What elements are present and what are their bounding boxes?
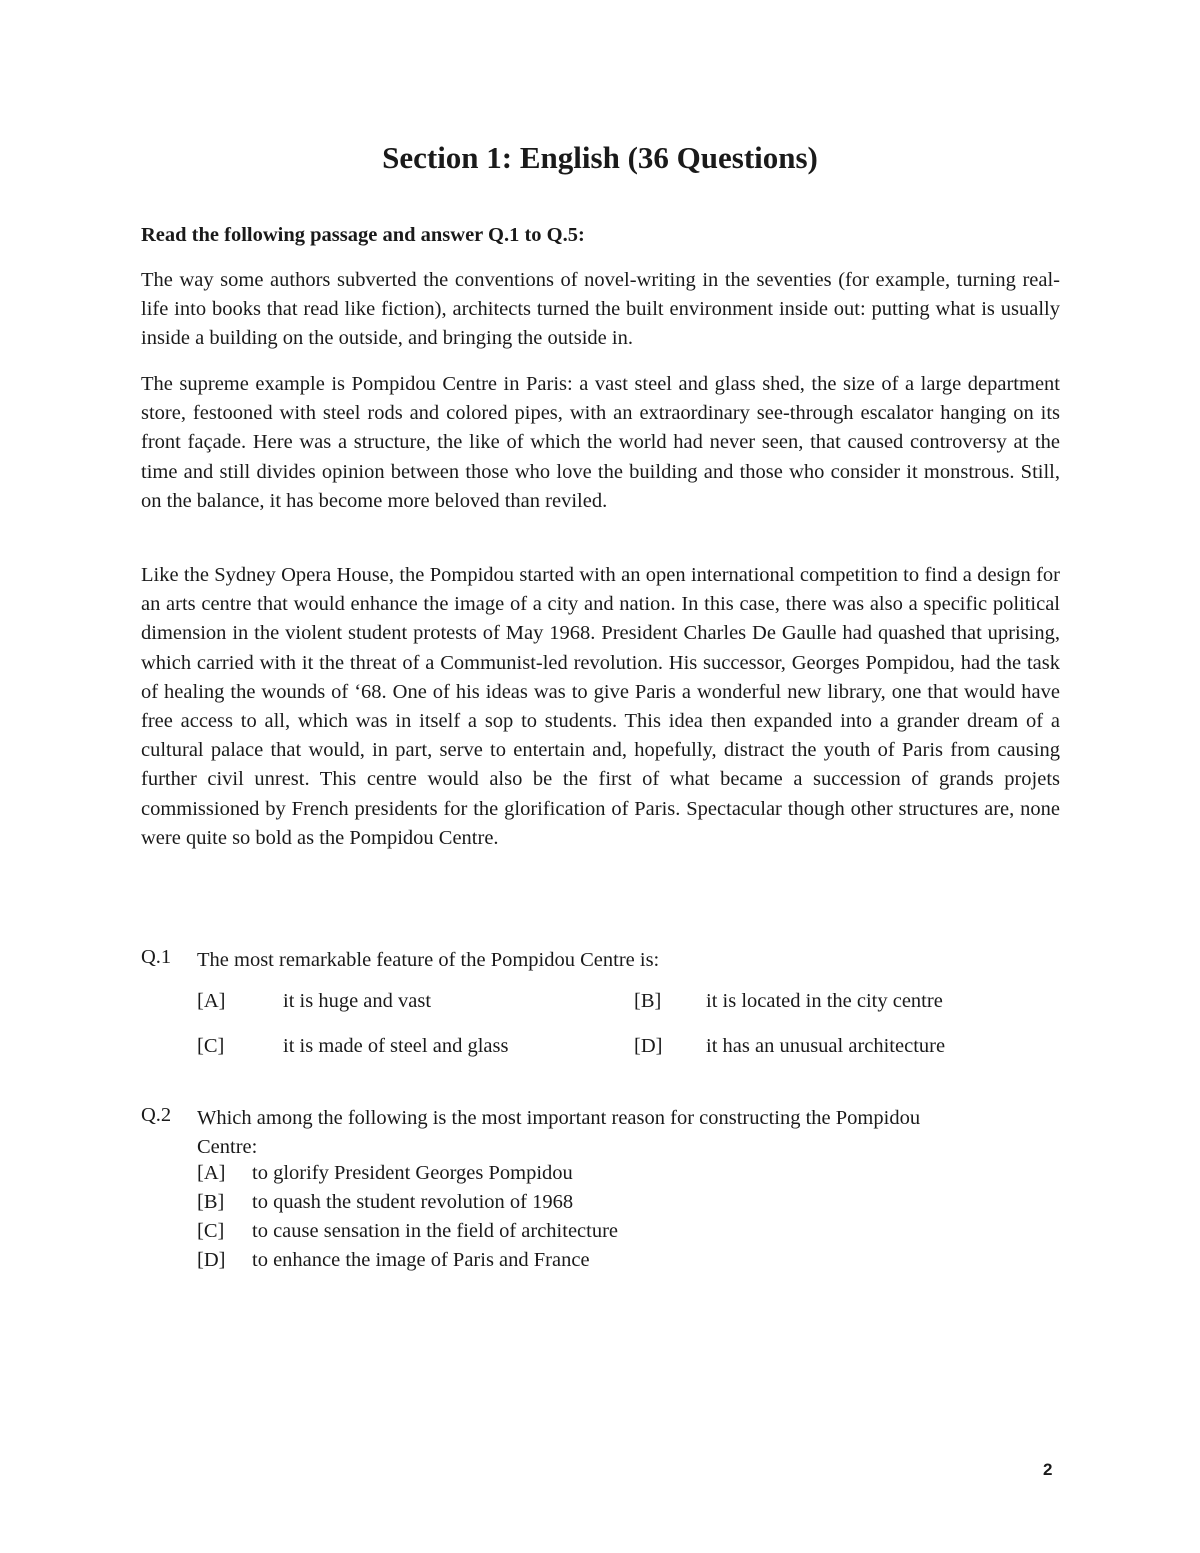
option-letter: [A] [197,1162,226,1184]
question-text-line-2: Centre: [197,1136,258,1158]
option-text: to enhance the image of Paris and France [252,1249,590,1271]
option-letter: [C] [197,1035,225,1057]
passage-paragraph-3: Like the Sydney Opera House, the Pompidou started with an open international competition to find a design for an arts centre that would enhance the image of a city and nation. In this case, there was also a specific political dimension in the violent student protests of May 1968. President Charles De Gaulle had quashed that uprising, which carried with it the threat of a Communist-led revolution. His successor, Georges Pompidou, had the task of healing the wounds of ‘68. One of his ideas was to give Paris a wonderful new library, one that would have free access to all, which was in itself a sop to students. This idea then expanded into a grander dream of a cultural palace that would, in part, serve to entertain and, hopefully, distract the youth of Paris from causing further civil unrest. This centre would also be the first of what became a succession of grands projets commissioned by French presidents for the glorification of Paris. Spectacular though other structures are, none were quite so bold as the Pompidou Centre. [141,564,1060,849]
section-title: Section 1: English (36 Questions) [382,140,818,175]
question-text: The most remarkable feature of the Pompidou Centre is: [197,949,660,971]
option-letter: [D] [197,1249,226,1271]
option-letter: [C] [197,1220,225,1242]
option-text: it is huge and vast [283,990,432,1012]
option-text: it is made of steel and glass [283,1035,509,1057]
passage-paragraph-1: The way some authors subverted the conventions of novel-writing in the seventies (for example, turning real-life into books that read like fiction), architects turned the built environment inside out: putting what is usually inside a building on the outside, and bringing the outside in. [141,269,1060,350]
page-number: 2 [1043,1460,1053,1479]
option-text: to quash the student revolution of 1968 [252,1191,574,1213]
question-text-line-1: Which among the following is the most important reason for constructing the Pompidou [197,1107,921,1129]
passage-instruction: Read the following passage and answer Q.1 to Q.5: [141,224,585,246]
passage-paragraph-2: The supreme example is Pompidou Centre in Paris: a vast steel and glass shed, the size of a large department store, festooned with steel rods and colored pipes, with an extraordinary see-through escalator hanging on its front façade. Here was a structure, the like of which the world had never seen, that caused controversy at the time and still divides opinion between those who love the building and those who consider it monstrous. Still, on the balance, it has become more beloved than reviled. [141,373,1060,512]
option-letter: [B] [634,990,662,1012]
option-text: to cause sensation in the field of architecture [252,1220,619,1242]
option-text: it has an unusual architecture [706,1035,946,1057]
option-letter: [A] [197,990,226,1012]
question-number: Q.1 [141,946,172,968]
option-text: to glorify President Georges Pompidou [252,1162,573,1184]
option-letter: [B] [197,1191,225,1213]
question-number: Q.2 [141,1104,172,1126]
option-letter: [D] [634,1035,663,1057]
option-text: it is located in the city centre [706,990,943,1012]
